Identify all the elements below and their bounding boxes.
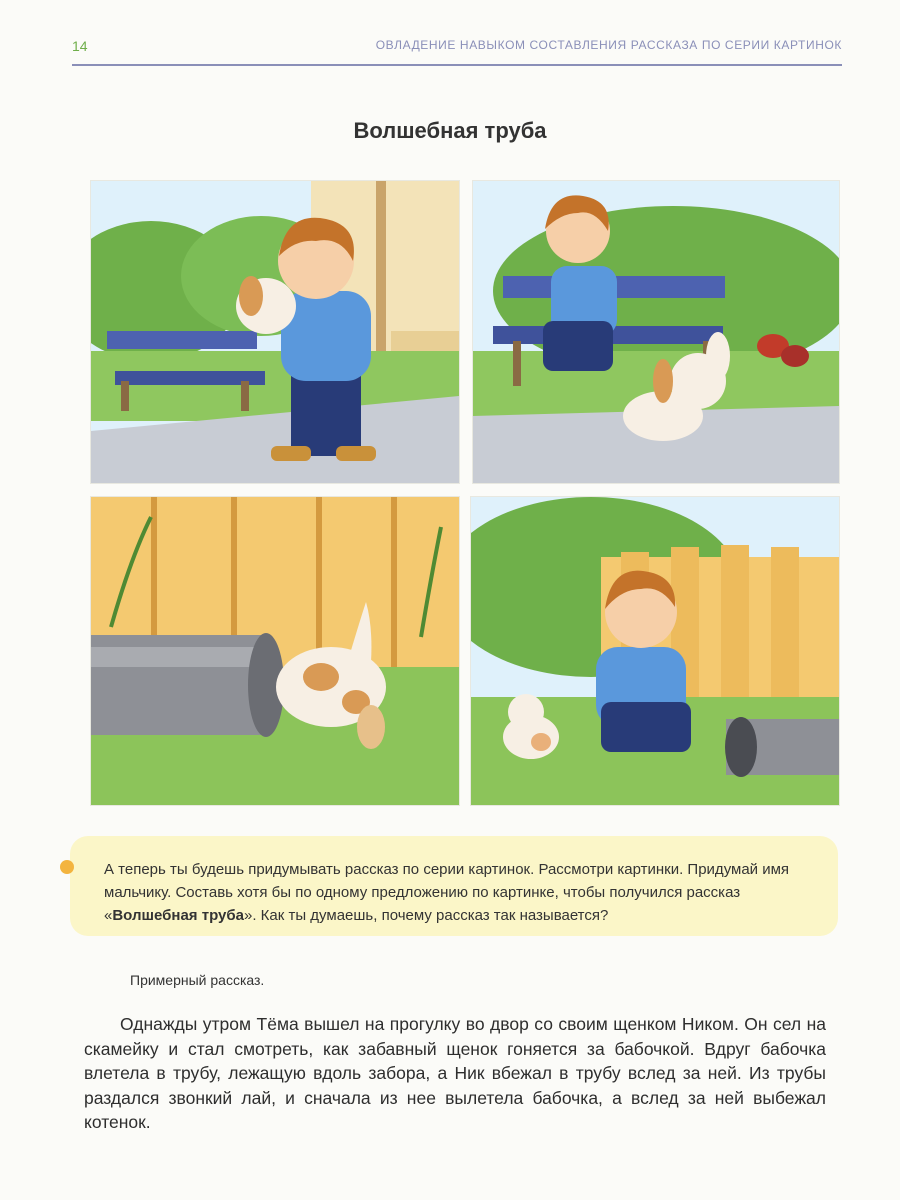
puppy-in-pipe-illustration xyxy=(91,497,459,805)
boy-with-puppy-illustration xyxy=(91,181,459,483)
sample-story-text: Однажды утром Тёма вышел на прогулку во двор со своим щенком Ником. Он сел на скамейку и стал смотреть, как забавный щенок гоняется за бабочкой. Вдруг бабочка влетела в трубу, лежащую вдоль забора, а Ник вбежал в трубу вслед за ней. Из трубы раздался звонкий лай, и сначала из нее вылетела бабочка, а вслед за ней выбежал котенок. xyxy=(84,1014,826,1132)
picture-panel-3 xyxy=(90,496,460,806)
running-title: ОВЛАДЕНИЕ НАВЫКОМ СОСТАВЛЕНИЯ РАССКАЗА ПО СЕРИИ КАРТИНОК xyxy=(375,38,842,52)
sample-story-label: Примерный рассказ. xyxy=(130,972,265,988)
task-text xyxy=(104,858,830,927)
picture-panel-2 xyxy=(472,180,840,484)
page-number: 14 xyxy=(72,38,88,54)
picture-panel-1 xyxy=(90,180,460,484)
page-title: Волшебная труба xyxy=(353,118,547,143)
task-box xyxy=(70,836,838,936)
bullet-dot xyxy=(60,860,74,874)
task-text-part1: А теперь ты будешь придумывать рассказ по серии картинок. Рассмотри картинки. Придумай имя мальчику. Составь хотя бы по одному предложению по картинке, чтобы получился рассказ « xyxy=(104,861,790,924)
boy-on-bench-puppy-butterfly-illustration xyxy=(473,181,839,483)
task-text-bold-title: Волшебная труба xyxy=(112,907,244,924)
boy-kitten-pipe-illustration xyxy=(471,497,839,805)
page-header xyxy=(72,36,842,66)
task-text-part2: ». Как ты думаешь, почему рассказ так называется? xyxy=(244,907,609,924)
picture-panel-4 xyxy=(470,496,840,806)
